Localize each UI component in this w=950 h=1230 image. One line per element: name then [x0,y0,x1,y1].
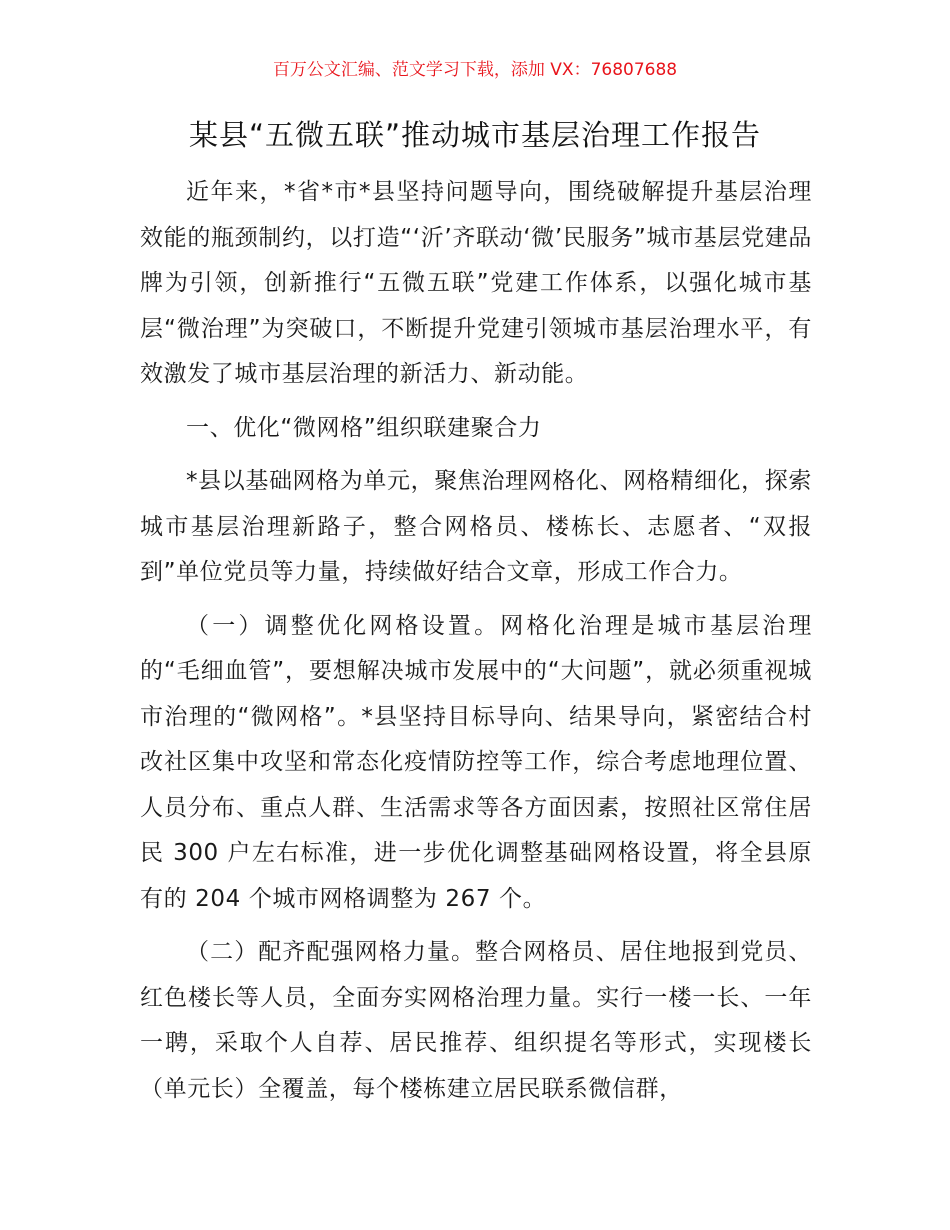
section-1-heading: 一、优化“微网格”组织联建聚合力 [186,414,542,441]
item-2-paragraph: （二）配齐配强网格力量。整合网格员、居住地报到党员、红色楼长等人员，全面夯实网格治理力量。实行一楼一长、一年一聘，采取个人自荐、居民推荐、组织提名等形式，实现楼长（单元长）全覆盖，每个楼栋建立居民联系微信群， [140,939,812,1102]
document-body [140,170,812,1112]
item-1-paragraph: （一）调整优化网格设置。网格化治理是城市基层治理的“毛细血管”，要想解决城市发展中的“大问题”，就必须重视城市治理的“微网格”。*县坚持目标导向、结果导向，紧密结合村改社区集中攻坚和常态化疫情防控等工作，综合考虑地理位置、人员分布、重点人群、生活需求等各方面因素，按照社区常住居民 300 户左右标准，进一步优化调整基础网格设置，将全县原有的 204 个城市网格调整为 267 个。 [140,612,812,912]
intro-paragraph: 近年来，*省*市*县坚持问题导向，围绕破解提升基层治理效能的瓶颈制约，以打造“‘沂’齐联动‘微’民服务”城市基层党建品牌为引领，创新推行“五微五联”党建工作体系，以强化城市基层“微治理”为突破口，不断提升党建引领城市基层治理水平，有效激发了城市基层治理的新活力、新动能。 [140,179,812,387]
section-1-intro-paragraph: *县以基础网格为单元，聚焦治理网格化、网格精细化，探索城市基层治理新路子，整合网格员、楼栋长、志愿者、“双报到”单位党员等力量，持续做好结合文章，形成工作合力。 [140,468,812,585]
header-banner: 百万公文汇编、范文学习下载，添加 VX：76807688 [272,60,678,80]
document-title: 某县“五微五联”推动城市基层治理工作报告 [188,118,762,152]
